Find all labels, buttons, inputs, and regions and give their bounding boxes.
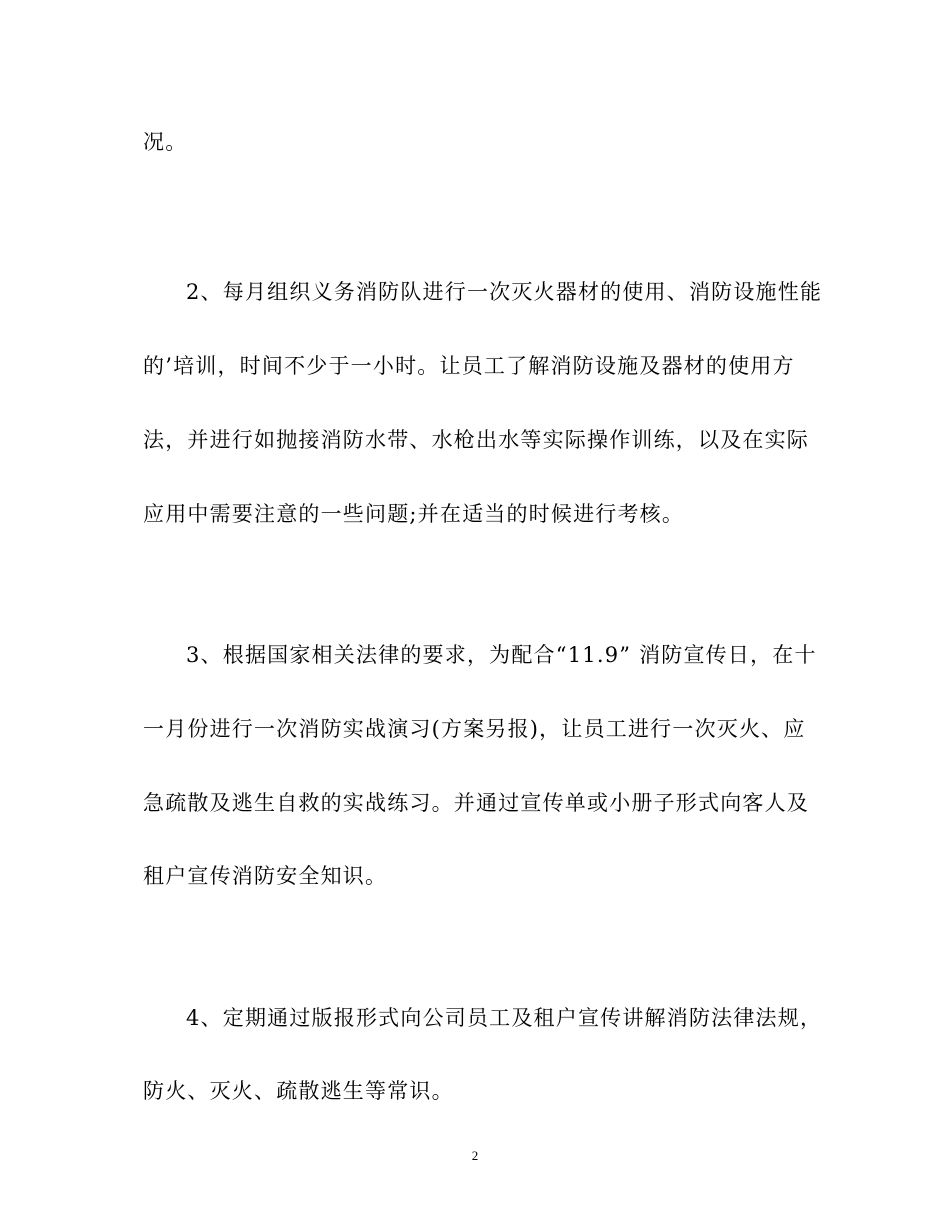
paragraph-3-line-4: 租户宣传消防安全知识。 xyxy=(143,864,388,888)
paragraph-4-line-1: 4、定期通过版报形式向公司员工及租户宣传讲解消防法律法规， xyxy=(186,1006,823,1030)
paragraph-2-line-3: 法，并进行如抛接消防水带、水枪出水等实际操作训练，以及在实际 xyxy=(143,428,809,452)
paragraph-3-line-2: 一月份进行一次消防实战演习(方案另报)，让员工进行一次灭火、应 xyxy=(143,717,806,741)
paragraph-2-line-1: 2、每月组织义务消防队进行一次灭火器材的使用、消防设施性能 xyxy=(186,280,823,304)
paragraph-3-line-3: 急疏散及逃生自救的实战练习。并通过宣传单或小册子形式向客人及 xyxy=(143,791,809,815)
paragraph-3-line-1: 3、根据国家相关法律的要求，为配合“11.9” 消防宣传日，在十 xyxy=(186,643,817,667)
paragraph-2-line-4: 应用中需要注意的一些问题;并在适当的时候进行考核。 xyxy=(143,502,685,526)
paragraph-1-line-1: 况。 xyxy=(143,130,188,154)
page-number: 2 xyxy=(471,1148,479,1163)
paragraph-2-line-2: 的’培训，时间不少于一小时。让员工了解消防设施及器材的使用方 xyxy=(143,354,795,378)
paragraph-4-line-2: 防火、灭火、疏散逃生等常识。 xyxy=(143,1079,454,1103)
